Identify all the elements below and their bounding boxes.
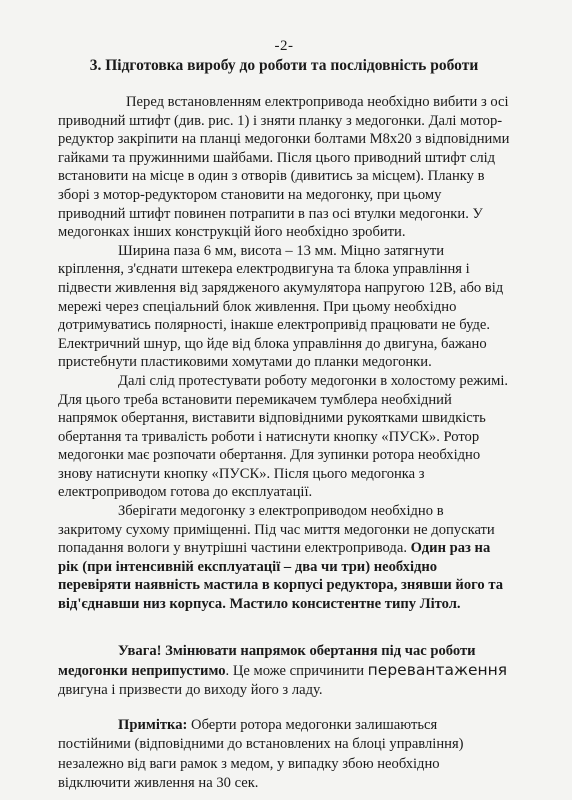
warning-large: перевантаження bbox=[367, 660, 508, 679]
paragraph-testing: Далі слід протестувати роботу медогонки в холостому режимі. Для цього треба встановити перемикачем тумблера необхідний напрямок обертання, виставити відповідними рукоятками швидкість обертання та тривалість роботи і натиснути кнопку «ПУСК». Ротор медогонки має розпочати обертання. Для зупинки ротора необхідно знову натиснути кнопку «ПУСК». Після цього медогонка з електроприводом готова до експлуатації. bbox=[58, 372, 509, 501]
warning-normal: . Це може спричинити bbox=[225, 662, 368, 679]
paragraph-installation: Перед встановленням електропривода необхідно вибити з осі приводний штифт (див. рис. 1) і зняти планку з медогонки. Далі мотор-редуктор закріпити на планці медогонки болтами М8х20 з відповідними гайками та пружинними шайбами. Після цього приводний штифт слід встановити на місце в один з отворів (дивитись за місцем). Планку в зборі з мотор-редуктором становити на медогонку, при цьому приводний штифт повинен потрапити в паз осі втулки медогонки. У медогонках інших конструкцій його необхідно зробити. bbox=[58, 94, 510, 241]
paragraph-storage bbox=[58, 502, 510, 614]
page-number: -2- bbox=[274, 38, 294, 54]
section-number: 3. bbox=[89, 57, 102, 74]
warning-bold: Увага! Змінювати напрямок обертання під час роботи медогонки неприпустимо bbox=[58, 642, 476, 679]
note-text: Оберти ротора медогонки залишаються постійними (відповідними до встановлених на блоці управління) незалежно від ваги рамок з медом, у випадку збою необхідно відключити живлення на 30 сек. bbox=[58, 716, 464, 792]
note-paragraph bbox=[58, 716, 510, 794]
paragraph-connection: Ширина паза 6 мм, висота – 13 мм. Міцно затягнути кріплення, з'єднати штекера електродвигуна та блока управління і підвести живлення від зарядженого акумулятора напругою 12В, або від мережі через спеціальний блок живлення. При цьому необхідно дотримуватись полярності, інакше електропривід працювати не буде. Електричний шнур, що йде від блока управління до двигуна, бажано пристебнути пластиковими хомутами до планки медогонки. bbox=[58, 242, 504, 371]
warning-paragraph bbox=[58, 642, 510, 700]
storage-text: Зберігати медогонку з електроприводом необхідно в закритому сухому приміщенні. Під час миття медогонки не допускати попадання вологи у внутрішні частини електропривода. bbox=[58, 503, 495, 557]
note-label: Примітка: bbox=[118, 716, 188, 733]
warning-tail: двигуна і призвести до виходу його з ладу. bbox=[58, 681, 323, 698]
maintenance-bold-text: Один раз на рік (при інтенсивній експлуатації – два чи три) необхідно перевіряти наявність мастила в корпусі редуктора, знявши його та від'єднавши низ корпуса. Мастило консистентне типу Літол. bbox=[58, 540, 503, 613]
section-title-text: Підготовка виробу до роботи та послідовність роботи bbox=[105, 57, 479, 74]
section-title bbox=[58, 57, 510, 75]
